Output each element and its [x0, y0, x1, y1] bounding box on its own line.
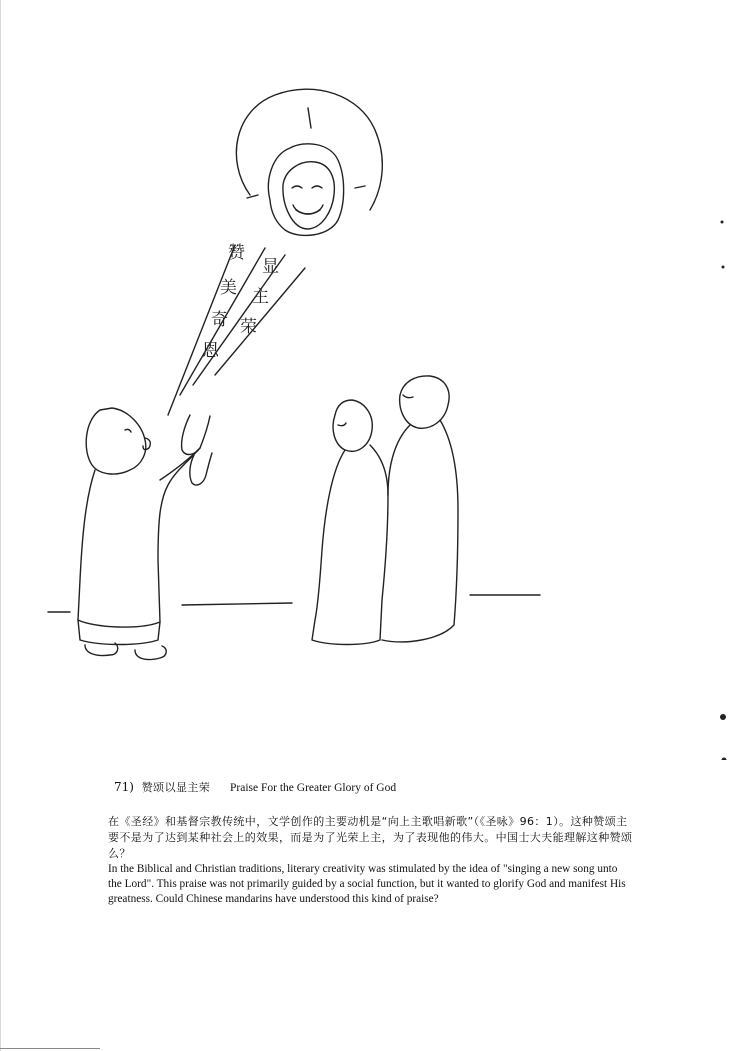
god-face: [283, 162, 334, 229]
singer-open-mouth: [143, 438, 150, 450]
bottom-rule: [0, 1048, 100, 1049]
onlooker-2-head: [400, 376, 449, 428]
speech-char-7: 荣: [240, 317, 257, 337]
caption-number: 71): [114, 780, 134, 794]
halo-ray-right: [355, 186, 365, 188]
speech-char-5: 显: [262, 257, 279, 277]
figure-caption: [114, 780, 396, 796]
halo-ray-left: [247, 195, 258, 198]
god-figure: [236, 89, 382, 235]
onlooker-2-face: [403, 395, 413, 398]
speech-char-1: 赞: [228, 243, 245, 263]
paragraph-en: In the Biblical and Christian traditions, literary creativity was stimulated by the idea of "singing a new song unto the Lord". This praise was not primarily guided by a social function, but it wanted to glorify God and manifest His greatness. Could Chinese mandarins have understood this kind of praise?: [108, 863, 626, 905]
singer-hand-lower: [190, 453, 212, 485]
speech-rays: [168, 245, 305, 415]
onlooker-1-robe: [312, 445, 388, 645]
caption-body: [108, 814, 633, 907]
ray-1: [168, 245, 235, 415]
caption-title-en: Praise For the Greater Glory of God: [230, 782, 397, 794]
caption-title-zh: 赞颂以显主荣: [141, 781, 211, 794]
singer-hand-upper: [182, 415, 210, 454]
god-beard: [293, 205, 323, 214]
onlooker-2-shoulder: [388, 425, 410, 495]
halo-ray: [308, 108, 311, 128]
speech-char-3: 奇: [211, 310, 228, 330]
speck-4: [722, 758, 727, 761]
singer-foot-right: [135, 646, 166, 660]
speck-2: [722, 266, 725, 269]
speech-char-4: 恩: [202, 341, 219, 361]
halo-outer-arc: [236, 89, 382, 210]
singer-head: [86, 408, 146, 474]
god-eye-right: [312, 186, 322, 188]
margin-specks: [720, 221, 727, 761]
singer-robe: [78, 450, 198, 627]
paragraph-zh: 在《圣经》和基督宗教传统中，文学创作的主要动机是“向上主歌唱新歌”（《圣咏》96：1）。这种赞颂主要不是为了达到某种社会上的效果，而是为了光荣上主，为了表现他的伟大。中国士大夫能理解这种赞颂么？: [108, 815, 633, 860]
singing-figure: [78, 408, 212, 660]
onlooker-figures: [312, 376, 458, 645]
ground-line-2: [182, 603, 292, 605]
speck-1: [721, 221, 724, 224]
god-eye-left: [292, 186, 302, 188]
singer-eye: [125, 429, 131, 432]
speech-char-6: 主: [252, 287, 269, 307]
onlooker-1-face: [338, 423, 346, 426]
speech-char-2: 美: [220, 278, 237, 298]
ground-lines: [48, 595, 540, 612]
god-head-hair: [268, 144, 343, 236]
speck-3: [720, 714, 726, 720]
